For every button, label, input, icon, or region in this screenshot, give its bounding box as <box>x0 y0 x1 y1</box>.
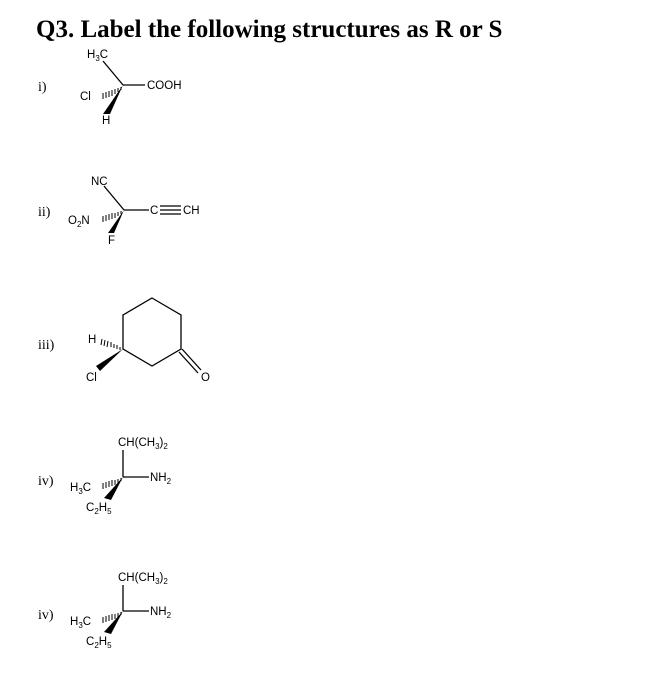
structure-iv-b <box>70 572 172 650</box>
wedge-bond <box>104 611 123 634</box>
group-bottom: $C_2H_5$ <box>86 636 112 650</box>
group-bottom: $C_2H_5$ <box>86 502 112 516</box>
group-right-ch: CH <box>183 205 200 217</box>
group-left: $H_3C$ <box>70 482 92 496</box>
carbonyl-bond-1 <box>182 349 201 370</box>
wedge-bond <box>103 85 123 114</box>
group-right: $NH_2$ <box>150 472 172 486</box>
group-wedge-cl: Cl <box>86 372 97 384</box>
wedge-bond <box>104 477 123 500</box>
group-top: $CH(CH_3)_2$ <box>118 437 168 451</box>
group-right: COOH <box>147 80 182 92</box>
group-bottom: F <box>108 235 116 247</box>
group-left: $H_3C$ <box>70 616 92 630</box>
group-hash-h: H <box>88 334 97 346</box>
hash-bond <box>101 339 120 350</box>
bond-top <box>104 186 124 210</box>
label-iii: iii) <box>38 338 55 353</box>
cyclohexane-ring <box>123 298 181 366</box>
group-left: $O_2N$ <box>68 215 90 229</box>
question-title: Q3. Label the following structures as R or S <box>36 16 503 43</box>
label-ii: ii) <box>38 205 51 220</box>
group-right: $NH_2$ <box>150 606 172 620</box>
group-bottom: H <box>102 115 111 127</box>
group-top: $CH(CH_3)_2$ <box>118 572 168 586</box>
wedge-bond <box>108 210 124 233</box>
group-top: NC <box>91 176 108 188</box>
label-iv-a: iv) <box>38 474 54 489</box>
bond-top <box>103 61 123 85</box>
group-top: $H_3C$ <box>87 49 109 63</box>
triple-bond <box>160 206 181 214</box>
group-left: Cl <box>80 91 91 103</box>
label-i: i) <box>38 80 47 95</box>
structure-iv-a <box>70 437 172 516</box>
label-iv-b: iv) <box>38 608 54 623</box>
wedge-bond <box>96 349 123 371</box>
structure-i <box>80 49 182 127</box>
carbonyl-bond-2 <box>179 352 198 373</box>
structure-iii <box>86 298 210 384</box>
group-right-c: C <box>150 205 159 217</box>
structure-ii <box>68 176 200 247</box>
ketone-oxygen: O <box>201 372 210 384</box>
